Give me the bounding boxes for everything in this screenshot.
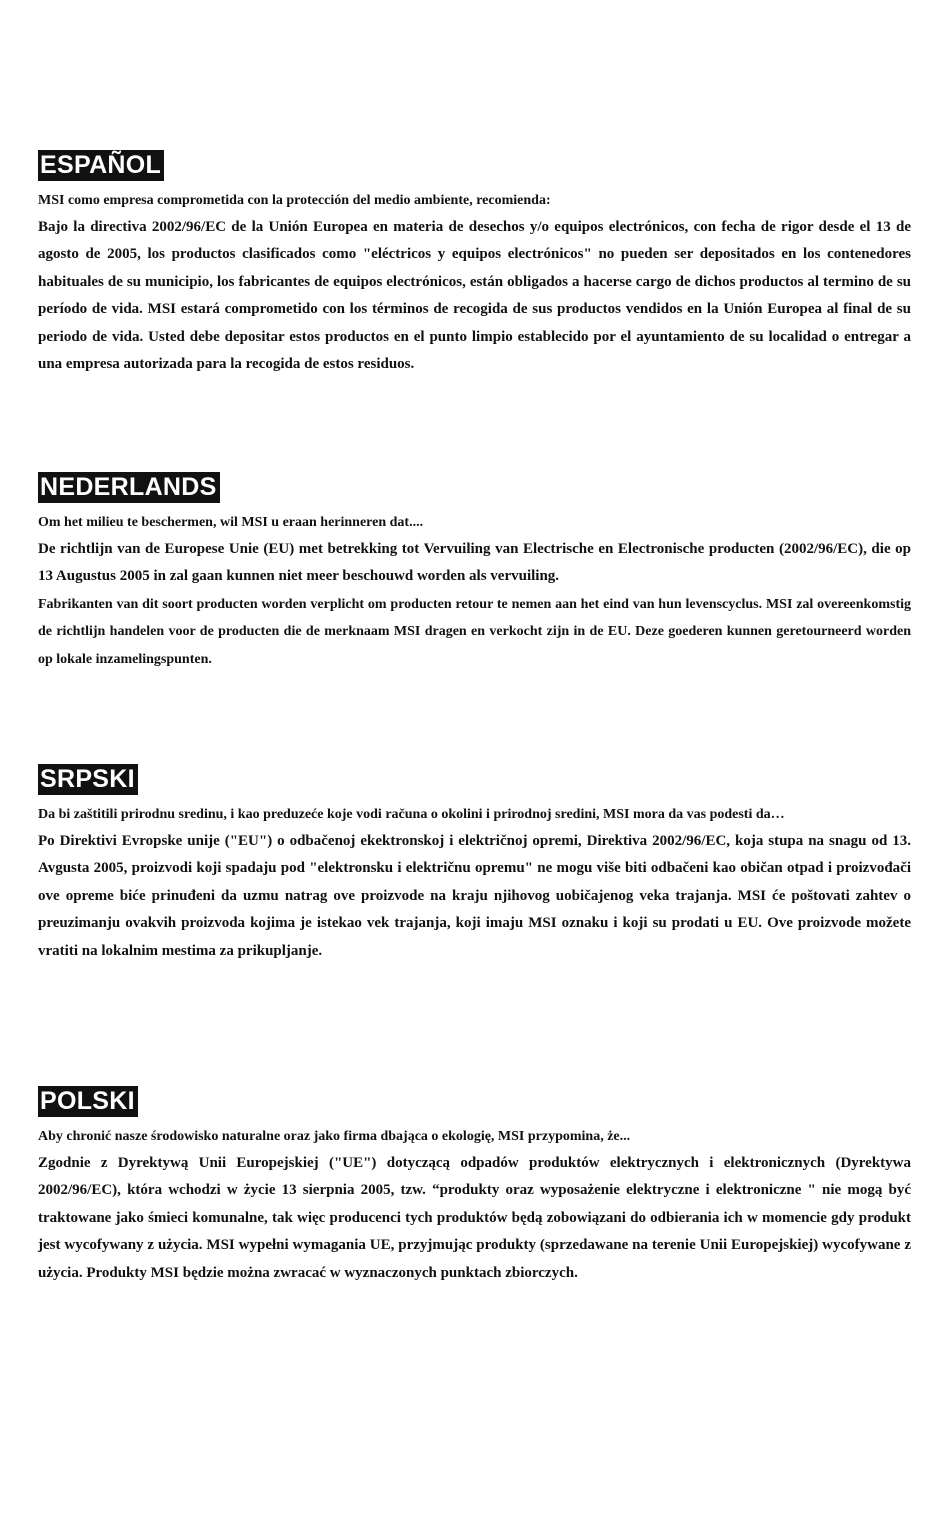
section-paragraph: De richtlijn van de Europese Unie (EU) met betrekking tot Vervuiling van Electrische en Electronische producten (2002/96/EC), die op 13 Augustus 2005 in zal gaan kunnen niet meer beschouwd worden als vervuiling. <box>38 541 911 585</box>
section-polski <box>38 1086 911 1287</box>
section-paragraph: Bajo la directiva 2002/96/EC de la Unión Europea en materia de desechos y/o equipos electrónicos, con fecha de rigor desde el 13 de agosto de 2005, los productos clasificados como "eléctricos y equipos electrónicos" no pueden ser depositados en los contenedores habituales de su municipio, los fabricantes de equipos electrónicos, están obligados a hacerse cargo de dichos productos al termino de su período de vida. MSI estará comprometido con los términos de recogida de sus productos vendidos en la Unión Europea al final de su periodo de vida. Usted debe depositar estos productos en el punto limpio establecido por el ayuntamiento de su localidad o entregar a una empresa autorizada para la recogida de estos residuos. <box>38 219 911 373</box>
section-srpski <box>38 764 911 965</box>
section-heading: NEDERLANDS <box>38 472 220 503</box>
section-paragraph: Zgodnie z Dyrektywą Unii Europejskiej ("UE") dotyczącą odpadów produktów elektrycznych i elektronicznych (Dyrektywa 2002/96/EC), która wchodzi w życie 13 sierpnia 2005, tzw. “produkty oraz wyposażenie elektryczne i elektroniczne " nie mogą być traktowane jako śmieci komunalne, tak więc producenci tych produktów będą zobowiązani do odbierania ich w momencie gdy produkt jest wycofywany z użycia. MSI wypełni wymagania UE, przyjmując produkty (sprzedawane na terenie Unii Europejskiej) wycofywane z użycia. Produkty MSI będzie można zwracać w wyznaczonych punktach zbiorczych. <box>38 1155 911 1281</box>
section-intro: Da bi zaštitili prirodnu sredinu, i kao preduzeće koje vodi računa o okolini i prirodnoj sredini, MSI mora da vas podesti da… <box>38 807 785 822</box>
section-espanol <box>38 150 911 378</box>
section-intro: MSI como empresa comprometida con la protección del medio ambiente, recomienda: <box>38 193 551 208</box>
section-nederlands <box>38 472 911 673</box>
section-intro: Aby chronić nasze środowisko naturalne oraz jako firma dbająca o ekologię, MSI przypomina, że... <box>38 1129 631 1144</box>
section-intro: Om het milieu te beschermen, wil MSI u eraan herinneren dat.... <box>38 515 424 530</box>
section-heading: SRPSKI <box>38 764 138 795</box>
section-paragraph: Fabrikanten van dit soort producten worden verplicht om producten retour te nemen aan het eind van hun levenscyclus. MSI zal overeenkomstig de richtlijn handelen voor de producten die de merknaam MSI dragen en verkocht zijn in de EU. Deze goederen kunnen geretourneerd worden op lokale inzamelingspunten. <box>38 596 911 667</box>
section-heading: POLSKI <box>38 1086 138 1117</box>
section-paragraph: Po Direktivi Evropske unije ("EU") o odbačenoj ekektronskoj i električnoj opremi, Direktiva 2002/96/EC, koja stupa na snagu od 13. Avgusta 2005, proizvodi koji spadaju pod "elektronsku i električnu opremu" ne mogu više biti odbačeni kao običan otpad i proizvođači ove opreme biće prinuđeni da uzmu natrag ove proizvode na kraju njihovog uobičajenog veka trajanja. MSI će poštovati zahtev o preuzimanju ovakvih proizvoda kojima je istekao vek trajanja, koji imaju MSI oznaku i koji su prodati u EU. Ove proizvode možete vratiti na lokalnim mestima za prikupljanje. <box>38 833 911 959</box>
section-heading: ESPAÑOL <box>38 150 164 181</box>
